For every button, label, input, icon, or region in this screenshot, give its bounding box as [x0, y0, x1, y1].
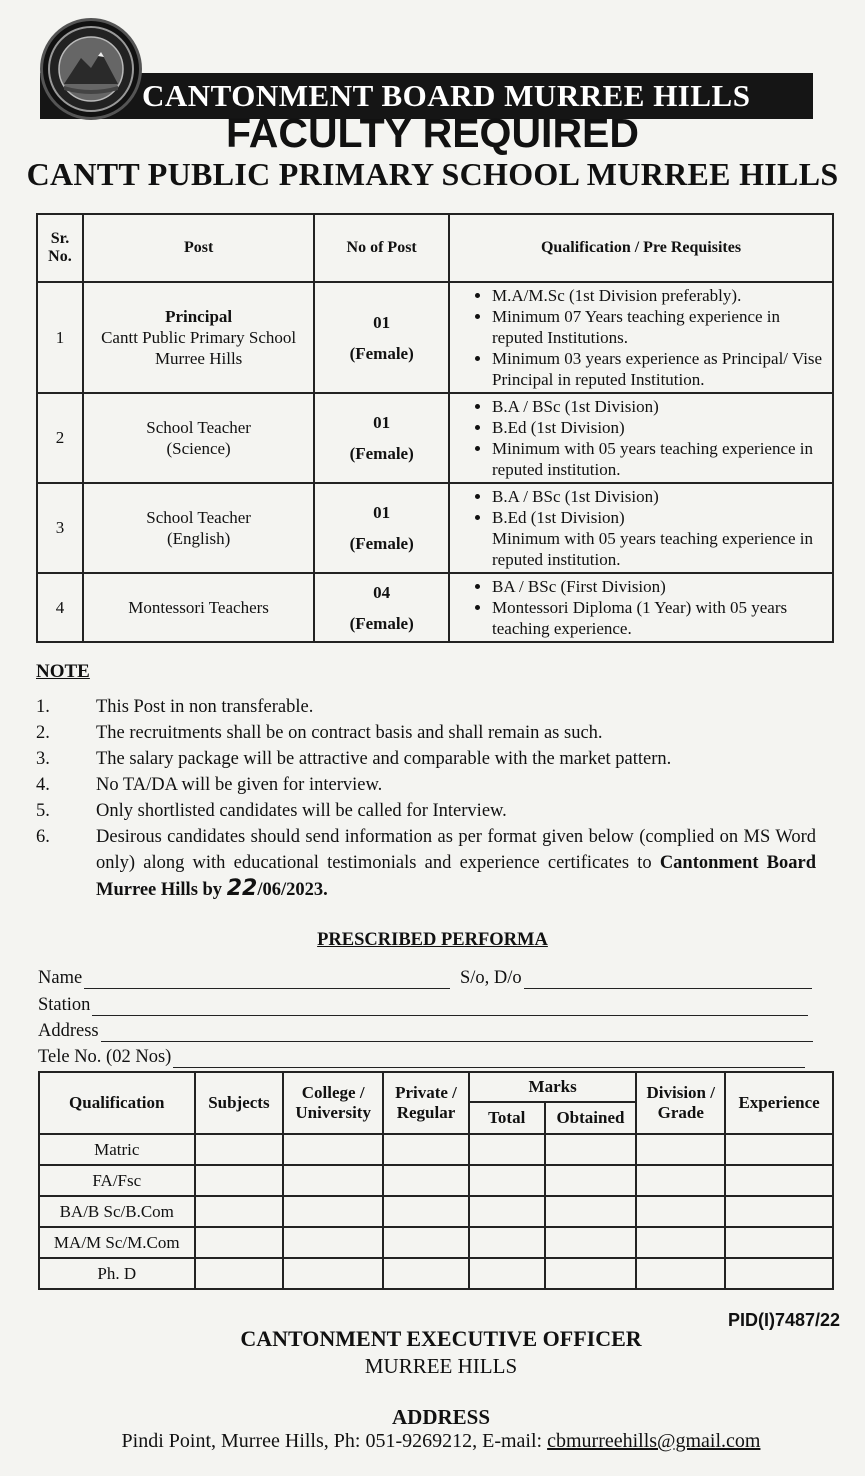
qualification-item: • Minimum 03 years experience as Principal/ Vise Principal in reputed Institution.: [492, 348, 824, 390]
tele-line[interactable]: [173, 1050, 805, 1068]
station-field[interactable]: [38, 995, 808, 1016]
table-row: [37, 483, 833, 573]
level-cell: BA/B Sc/B.Com: [39, 1196, 195, 1227]
table-row: [37, 282, 833, 393]
qualification-item: • BA / BSc (First Division): [492, 576, 824, 597]
post-gender: (Female): [349, 613, 414, 633]
so-label: S/o, D/o: [460, 968, 522, 988]
blank-cell[interactable]: [283, 1134, 383, 1165]
blank-cell[interactable]: [545, 1165, 637, 1196]
tele-label: Tele No. (02 Nos): [38, 1047, 172, 1067]
col-qualification: Qualification: [39, 1072, 195, 1134]
qualification-cell: [449, 393, 833, 483]
col-total: Total: [469, 1102, 545, 1134]
note-heading: NOTE: [36, 661, 90, 682]
sr-cell: 4: [37, 573, 83, 642]
blank-cell[interactable]: [469, 1134, 545, 1165]
blank-cell[interactable]: [195, 1134, 284, 1165]
tele-field[interactable]: [38, 1047, 805, 1068]
col-obtained: Obtained: [545, 1102, 637, 1134]
blank-cell[interactable]: [636, 1196, 725, 1227]
count-cell: [314, 573, 449, 642]
post-count: 01: [373, 312, 391, 332]
post-title: Principal: [165, 307, 233, 326]
level-cell: Ph. D: [39, 1258, 195, 1289]
blank-cell[interactable]: [636, 1134, 725, 1165]
blank-cell[interactable]: [383, 1134, 469, 1165]
so-field[interactable]: [460, 968, 812, 989]
col-marks: Marks: [469, 1072, 637, 1102]
blank-cell[interactable]: [383, 1196, 469, 1227]
post-gender: (Female): [349, 444, 414, 463]
qualification-item: • M.A/M.Sc (1st Division preferably).: [492, 285, 824, 306]
post-count: 01: [373, 503, 391, 522]
post-cell: [83, 282, 314, 393]
blank-cell[interactable]: [725, 1227, 833, 1258]
blank-cell[interactable]: [545, 1258, 637, 1289]
name-field[interactable]: [38, 968, 450, 989]
name-line[interactable]: [84, 971, 450, 989]
sr-cell: 3: [37, 483, 83, 573]
table-row: [37, 573, 833, 642]
note-number: 3.: [36, 749, 50, 769]
post-line: Murree Hills: [154, 349, 243, 368]
post-line: School Teacher: [146, 508, 251, 527]
level-cell: MA/M Sc/M.Com: [39, 1227, 195, 1258]
note-number: 5.: [36, 801, 50, 821]
note-item: [36, 720, 816, 746]
address-text: Pindi Point, Murree Hills, Ph: 051-9269212, E-mail:: [121, 1430, 548, 1452]
address-line[interactable]: [101, 1024, 813, 1042]
page-title: FACULTY REQUIRED: [225, 110, 640, 156]
deadline-day: 22: [226, 876, 258, 901]
blank-cell[interactable]: [725, 1134, 833, 1165]
blank-cell[interactable]: [725, 1258, 833, 1289]
post-gender: (Female): [349, 343, 414, 363]
note-text: The recruitments shall be on contract basis and shall remain as such.: [96, 723, 603, 743]
blank-cell[interactable]: [383, 1258, 469, 1289]
qualification-header-row: [39, 1072, 833, 1102]
post-line: Cantt Public Primary School: [101, 328, 297, 347]
table-row: [39, 1165, 833, 1196]
note-text: This Post in non transferable.: [96, 697, 314, 717]
qualification-extra: Minimum with 05 years teaching experience in reputed institution.: [492, 529, 814, 569]
blank-cell[interactable]: [283, 1227, 383, 1258]
note-text: Only shortlisted candidates will be called for Interview.: [96, 801, 507, 821]
blank-cell[interactable]: [469, 1196, 545, 1227]
blank-cell[interactable]: [383, 1165, 469, 1196]
blank-cell[interactable]: [545, 1134, 637, 1165]
station-line[interactable]: [92, 998, 808, 1016]
count-cell: [314, 282, 449, 393]
note-number: 2.: [36, 723, 50, 743]
so-line[interactable]: [524, 971, 812, 989]
note-list: [36, 694, 816, 903]
blank-cell[interactable]: [283, 1258, 383, 1289]
blank-cell[interactable]: [469, 1165, 545, 1196]
qualification-item: • B.Ed (1st Division): [492, 417, 824, 438]
board-logo: [40, 18, 142, 120]
qualification-item: • Minimum with 05 years teaching experience in reputed institution.: [492, 438, 824, 480]
count-cell: [314, 483, 449, 573]
qualification-table: [38, 1071, 834, 1290]
name-label: Name: [38, 968, 83, 988]
note-number: 4.: [36, 775, 50, 795]
blank-cell[interactable]: [469, 1227, 545, 1258]
posts-table: [36, 213, 834, 643]
col-college: College / University: [283, 1072, 383, 1134]
post-count: 01: [373, 413, 391, 432]
blank-cell[interactable]: [195, 1227, 284, 1258]
qualification-cell: [449, 282, 833, 393]
count-cell: [314, 393, 449, 483]
post-line: (English): [166, 529, 231, 548]
address-label: Address: [38, 1021, 99, 1041]
sr-cell: 1: [37, 282, 83, 393]
note-item: [36, 824, 816, 903]
qualification-item: • B.A / BSc (1st Division): [492, 396, 824, 417]
pid-code: PID(I)7487/22: [728, 1310, 841, 1330]
qualification-item: • B.Ed (1st Division): [492, 507, 824, 528]
blank-cell[interactable]: [545, 1227, 637, 1258]
board-name: CANTONMENT BOARD MURREE HILLS: [142, 78, 751, 113]
post-gender: (Female): [349, 534, 414, 553]
col-qualification: Qualification / Pre Requisites: [449, 214, 833, 282]
officer-place: MURREE HILLS: [364, 1354, 518, 1378]
col-experience: Experience: [725, 1072, 833, 1134]
note-item: [36, 772, 816, 798]
col-sr-no: Sr. No.: [37, 214, 83, 282]
blank-cell[interactable]: [725, 1196, 833, 1227]
col-subjects: Subjects: [195, 1072, 284, 1134]
blank-cell[interactable]: [469, 1258, 545, 1289]
note-text: No TA/DA will be given for interview.: [96, 775, 383, 795]
qualification-cell: [449, 573, 833, 642]
blank-cell[interactable]: [195, 1258, 284, 1289]
table-row: [39, 1258, 833, 1289]
blank-cell[interactable]: [283, 1165, 383, 1196]
sr-cell: 2: [37, 393, 83, 483]
col-private: Private / Regular: [383, 1072, 469, 1134]
address-field[interactable]: [38, 1021, 813, 1042]
post-count: 04: [373, 582, 391, 602]
note-number: 6.: [36, 827, 50, 847]
blank-cell[interactable]: [283, 1196, 383, 1227]
post-cell: [83, 573, 314, 642]
note-number: 1.: [36, 697, 50, 717]
note-text-main: Desirous candidates should send information as per format given below (complied on MS Word only) along with educational testimonials and experience certificates to: [96, 827, 816, 873]
address-line-text: [0, 1430, 865, 1453]
qualification-item: • B.A / BSc (1st Division): [492, 486, 824, 507]
post-line: Montessori Teachers: [128, 598, 269, 617]
blank-cell[interactable]: [383, 1227, 469, 1258]
blank-cell[interactable]: [195, 1165, 284, 1196]
note-item: [36, 746, 816, 772]
school-name: CANTT PUBLIC PRIMARY SCHOOL MURREE HILLS: [26, 156, 839, 192]
blank-cell[interactable]: [545, 1196, 637, 1227]
col-post: Post: [83, 214, 314, 282]
qualification-cell: [449, 483, 833, 573]
level-cell: FA/Fsc: [39, 1165, 195, 1196]
table-row: [39, 1227, 833, 1258]
blank-cell[interactable]: [636, 1258, 725, 1289]
note-text: [96, 824, 816, 903]
note-item: [36, 798, 816, 824]
table-row: [39, 1134, 833, 1165]
note-text: The salary package will be attractive and comparable with the market pattern.: [96, 749, 672, 769]
col-no-of-post: No of Post: [314, 214, 449, 282]
station-label: Station: [38, 995, 91, 1015]
performa-title: PRESCRIBED PERFORMA: [317, 930, 548, 950]
address-heading: ADDRESS: [391, 1405, 491, 1429]
post-cell: [83, 393, 314, 483]
blank-cell[interactable]: [195, 1196, 284, 1227]
blank-cell[interactable]: [636, 1227, 725, 1258]
post-line: School Teacher: [146, 418, 251, 437]
qualification-item: • Montessori Diploma (1 Year) with 05 years teaching experience.: [492, 597, 824, 639]
deadline-rest: /06/2023.: [257, 880, 328, 900]
officer-title: CANTONMENT EXECUTIVE OFFICER: [240, 1326, 642, 1351]
qualification-item: • Minimum 07 Years teaching experience in reputed Institutions.: [492, 306, 824, 348]
blank-cell[interactable]: [636, 1165, 725, 1196]
note-item: [36, 694, 816, 720]
level-cell: Matric: [39, 1134, 195, 1165]
col-division: Division / Grade: [636, 1072, 725, 1134]
deadline-prefix: Cantonment Board Murree Hills by: [96, 853, 817, 900]
post-line: (Science): [166, 439, 231, 458]
table-row: [39, 1196, 833, 1227]
email-link[interactable]: cbmurreehills@gmail.com: [547, 1430, 761, 1452]
post-cell: [83, 483, 314, 573]
mountain-emblem-icon: [46, 24, 136, 114]
posts-table-header: [37, 214, 833, 282]
blank-cell[interactable]: [725, 1165, 833, 1196]
table-row: [37, 393, 833, 483]
